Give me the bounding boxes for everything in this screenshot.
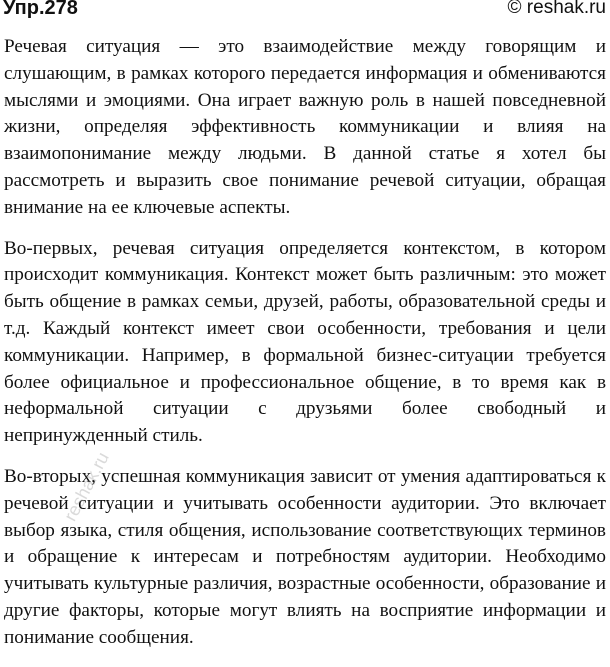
site-copyright: © reshak.ru (507, 0, 606, 18)
paragraph-2: Во-первых, речевая ситуация определяется контекстом, в котором происходит коммуникация. Контекст может быть различным: это может быть общение в рамках семьи, друзей, работы, образовательной среды и т.д. Каждый контекст имеет свои особенности, требования и цели коммуникации. Например, в формальной бизнес-ситуации требуется более официальное и профессиональное общение, в то время как в неформальной ситуации с друзьями более свободный и непринужденный стиль. (4, 237, 606, 447)
page-header (0, 0, 610, 22)
answer-text (4, 34, 606, 666)
exercise-title: Упр.278 (3, 0, 78, 19)
paragraph-1: Речевая ситуация — это взаимодействие между говорящим и слушающим, в рамках которого передается информация и обмениваются мыслями и эмоциями. Она играет важную роль в нашей повседневной жизни, определяя эффективность коммуникации и влияя на взаимопонимание между людьми. В данной статье я хотел бы рассмотреть и выразить свое понимание речевой ситуации, обращая внимание на ее ключевые аспекты. (4, 36, 606, 218)
paragraph-3: Во-вторых, успешная коммуникация зависит от умения адаптироваться к речевой ситуации и учитывать особенности аудитории. Это включает выбор языка, стиля общения, использование соответствующих терминов и обращение к интересам и потребностям аудитории. Необходимо учитывать культурные различия, возрастные особенности, образование и другие факторы, которые могут влиять на восприятие информации и понимание сообщения. (4, 465, 606, 648)
watermark: reshak.ru (60, 448, 113, 525)
